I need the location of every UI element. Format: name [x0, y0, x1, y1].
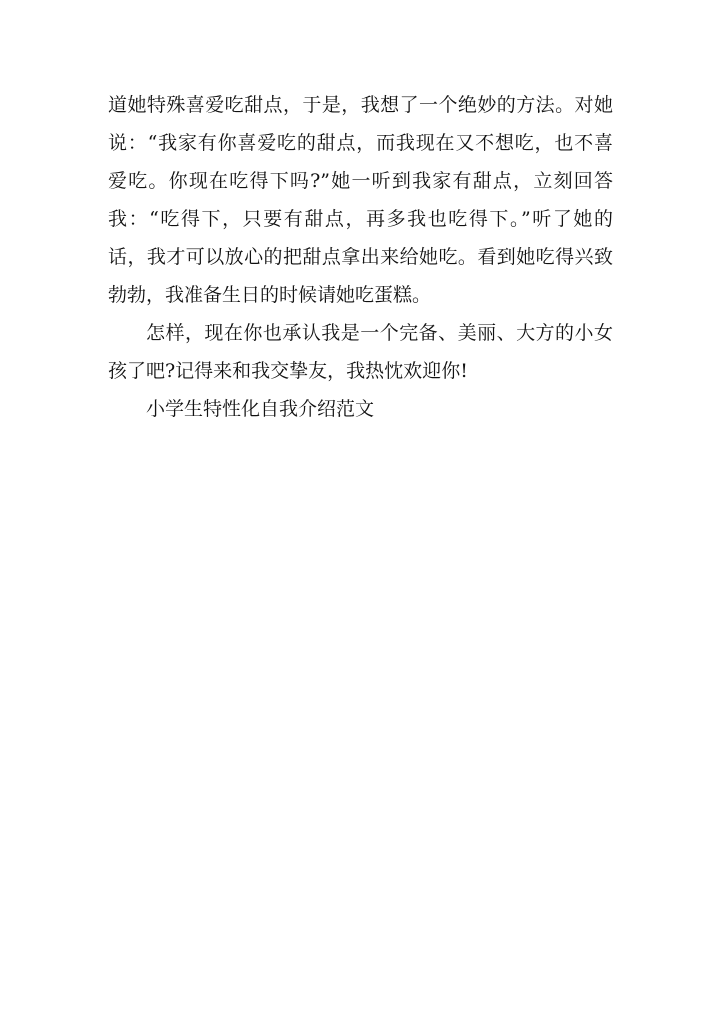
paragraph-1-line: 爱吃。你现在吃得下吗?”她一听到我家有甜点，立刻回答	[108, 170, 613, 192]
paragraph-1	[108, 86, 613, 314]
paragraph-1-line: 说：“我家有你喜爱吃的甜点，而我现在又不想吃，也不喜	[108, 132, 613, 154]
paragraph-1-line: 勃勃，我准备生日的时候请她吃蛋糕。	[108, 284, 432, 306]
paragraph-1-line: 道她特殊喜爱吃甜点，于是，我想了一个绝妙的方法。对她	[108, 94, 613, 116]
paragraph-1-line: 我：“吃得下，只要有甜点，再多我也吃得下。”听了她的	[108, 208, 613, 230]
paragraph-2-line: 孩了吧?记得来和我交挚友，我热忱欢迎你!	[108, 360, 468, 382]
document-body	[108, 86, 613, 428]
section-heading: 小学生特性化自我介绍范文	[146, 398, 375, 420]
paragraph-2	[108, 314, 613, 390]
paragraph-2-line: 怎样，现在你也承认我是一个完备、美丽、大方的小女	[146, 322, 613, 344]
paragraph-1-line: 话，我才可以放心的把甜点拿出来给她吃。看到她吃得兴致	[108, 246, 613, 268]
